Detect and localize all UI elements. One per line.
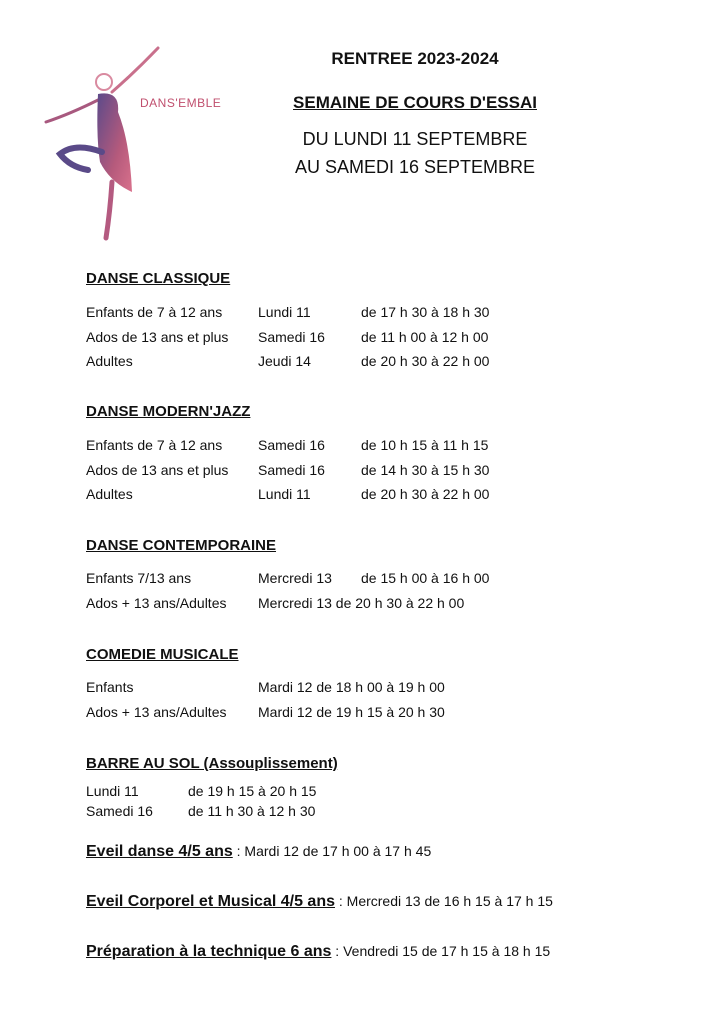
group-cell: Ados de 13 ans et plus: [86, 462, 229, 478]
day-cell: Samedi 16: [258, 329, 325, 345]
time-cell: de 15 h 00 à 16 h 00: [361, 570, 490, 586]
time-cell: de 14 h 30 à 15 h 30: [361, 462, 490, 478]
extra-preparation: [86, 943, 550, 961]
section-title-comedie: COMEDIE MUSICALE: [86, 646, 239, 663]
group-cell: Ados + 13 ans/Adultes: [86, 704, 227, 720]
group-cell: Enfants 7/13 ans: [86, 570, 192, 586]
section-title-jazz: DANSE MODERN'JAZZ: [86, 403, 251, 420]
extra-detail: : Vendredi 15 de 17 h 15 à 18 h 15: [331, 943, 551, 959]
day-cell: Samedi 16: [258, 437, 325, 453]
section-title-classique: DANSE CLASSIQUE: [86, 270, 231, 287]
day-cell: Lundi 11: [258, 486, 311, 502]
time-cell: de 11 h 00 à 12 h 00: [361, 329, 489, 345]
extra-eveil-danse: [86, 843, 431, 861]
extra-label: Préparation à la technique 6 ans: [86, 943, 332, 960]
day-cell: Mercredi 13: [258, 570, 332, 586]
day-cell: Samedi 16: [258, 462, 325, 478]
time-cell: de 11 h 30 à 12 h 30: [188, 803, 316, 819]
day-time-cell: Mardi 12 de 19 h 15 à 20 h 30: [258, 704, 445, 720]
day-cell: Lundi 11: [258, 304, 311, 320]
group-cell: Adultes: [86, 353, 133, 369]
day-cell: Samedi 16: [86, 803, 153, 819]
section-title-barre: BARRE AU SOL (Assouplissement): [86, 755, 338, 772]
time-cell: de 20 h 30 à 22 h 00: [361, 486, 490, 502]
extra-eveil-corporel: [86, 893, 553, 911]
extra-label: Eveil danse 4/5 ans: [86, 843, 233, 860]
group-cell: Enfants de 7 à 12 ans: [86, 304, 223, 320]
time-cell: de 10 h 15 à 11 h 15: [361, 437, 489, 453]
dancer-logo: [40, 42, 240, 242]
group-cell: Enfants de 7 à 12 ans: [86, 437, 223, 453]
group-cell: Enfants: [86, 679, 134, 695]
brand-name: DANS'EMBLE: [140, 96, 222, 110]
time-cell: de 19 h 15 à 20 h 15: [188, 783, 317, 799]
group-cell: Ados de 13 ans et plus: [86, 329, 229, 345]
day-cell: Jeudi 14: [258, 353, 311, 369]
day-cell: Lundi 11: [86, 783, 139, 799]
section-title-contemporaine: DANSE CONTEMPORAINE: [86, 537, 277, 554]
date-line-1: DU LUNDI 11 SEPTEMBRE: [302, 129, 528, 149]
page-title: RENTREE 2023-2024: [331, 49, 499, 68]
page-subtitle: SEMAINE DE COURS D'ESSAI: [293, 93, 537, 112]
group-cell: Adultes: [86, 486, 133, 502]
header: [250, 46, 580, 180]
time-cell: de 20 h 30 à 22 h 00: [361, 353, 490, 369]
day-time-cell: Mardi 12 de 18 h 00 à 19 h 00: [258, 679, 445, 695]
date-line-2: AU SAMEDI 16 SEPTEMBRE: [294, 157, 536, 177]
extra-detail: : Mardi 12 de 17 h 00 à 17 h 45: [232, 843, 432, 859]
day-time-cell: Mercredi 13 de 20 h 30 à 22 h 00: [258, 595, 465, 611]
extra-detail: : Mercredi 13 de 16 h 15 à 17 h 15: [334, 893, 553, 909]
time-cell: de 17 h 30 à 18 h 30: [361, 304, 490, 320]
group-cell: Ados + 13 ans/Adultes: [86, 595, 227, 611]
extra-label: Eveil Corporel et Musical 4/5 ans: [86, 893, 335, 910]
